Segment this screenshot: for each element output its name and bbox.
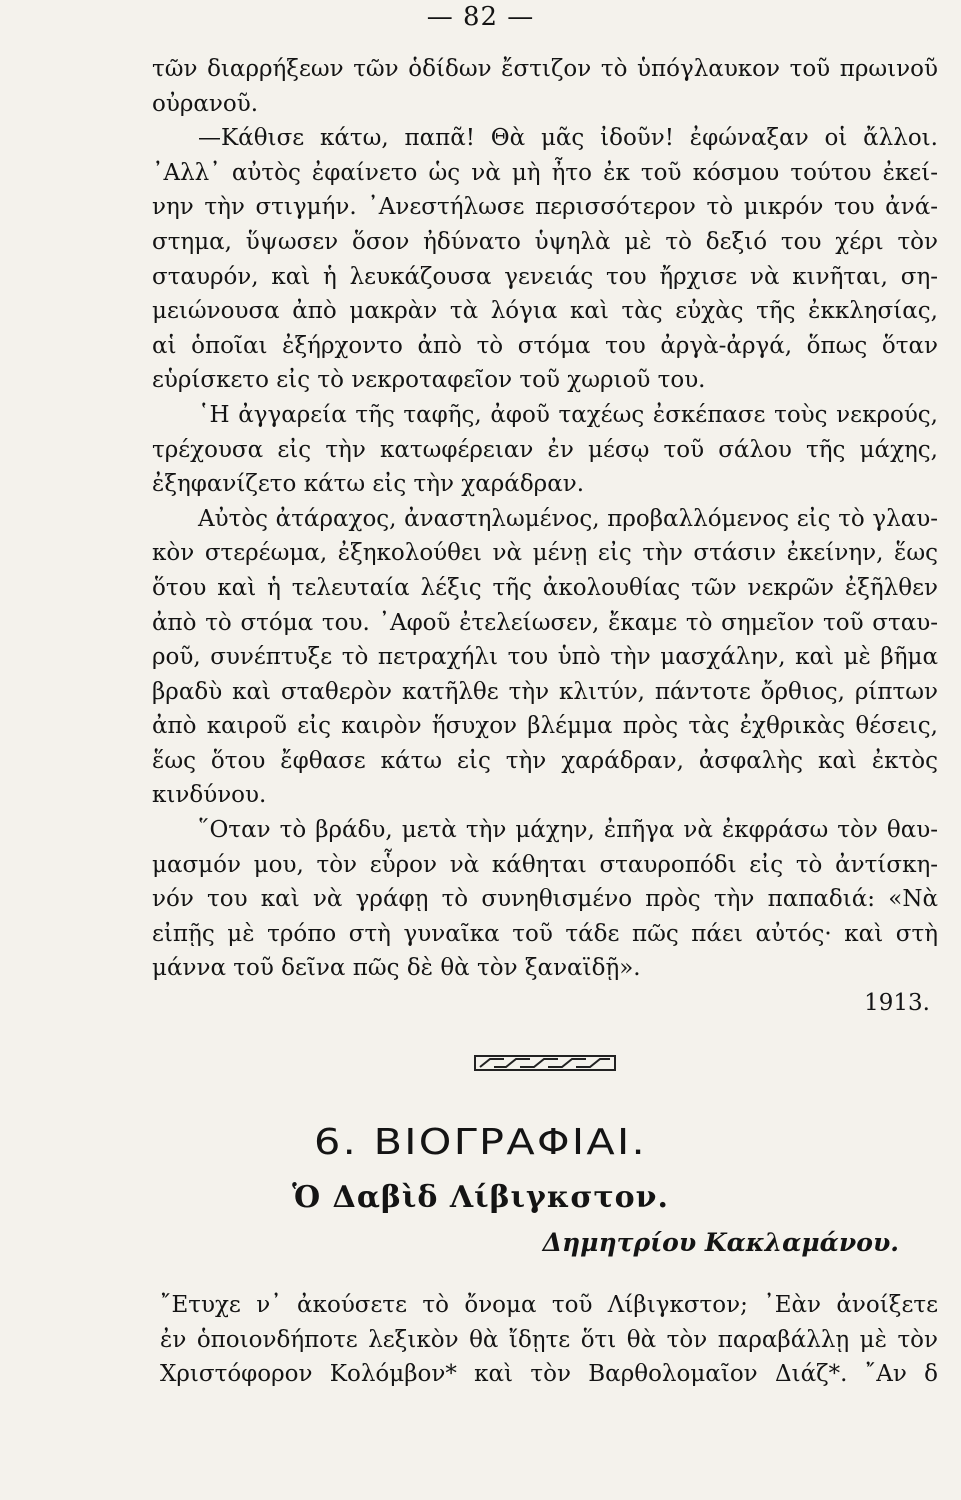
text-line: ἀπὸ τὸ στόμα του. ᾿Αφοῦ ἐτελείωσεν, ἔκαμε τὸ σημεῖον τοῦ σταυ-	[152, 609, 938, 636]
text-line: κὸν στερέωμα, ἐξηκολούθει νὰ μένῃ εἰς τὴν στάσιν ἐκείνην, ἕως	[152, 540, 938, 567]
author-name: Δημητρίου Κακλαμάνου.	[542, 1228, 899, 1257]
text-line: ῾Η ἀγγαρεία τῆς ταφῆς, ἀφοῦ ταχέως ἐσκέπασε τοὺς νεκρούς,	[198, 401, 938, 428]
text-line: ἕως ὅτου ἔφθασε κάτω εἰς τὴν χαράδραν, ἀσφαλὴς καὶ ἐκτὸς	[152, 747, 938, 774]
text-line: Αὐτὸς ἀτάραχος, ἀναστηλωμένος, προβαλλόμενος εἰς τὸ γλαυ-	[198, 505, 938, 532]
text-line: νόν του καὶ νὰ γράφῃ τὸ συνηθισμένο πρὸς τὴν παπαδιά: «Νὰ	[152, 886, 938, 913]
text-line: εὑρίσκετο εἰς τὸ νεκροταφεῖον τοῦ χωριοῦ του.	[152, 367, 706, 394]
text-line: ροῦ, συνέπτυξε τὸ πετραχήλι του ὑπὸ τὴν μασχάλην, καὶ μὲ βῆμα	[152, 644, 938, 671]
text-line: αἱ ὁποῖαι ἐξήρχοντο ἀπὸ τὸ στόμα του ἀργὰ-ἀργά, ὅπως ὅταν	[152, 332, 938, 359]
page-number: — 82 —	[426, 2, 535, 32]
text-line: ἐν ὁποιονδήποτε λεξικὸν θὰ ἴδῃτε ὅτι θὰ τὸν παραβάλλῃ μὲ τὸν	[160, 1326, 938, 1353]
divider-ornament	[474, 1053, 616, 1073]
text-line: στημα, ὕψωσεν ὅσον ἠδύνατο ὑψηλὰ μὲ τὸ δεξιό του χέρι τὸν	[152, 228, 938, 255]
text-line: μειώνουσα ἀπὸ μακρὰν τὰ λόγια καὶ τὰς εὐχὰς τῆς ἐκκλησίας,	[152, 298, 938, 325]
text-line: ῎Ετυχε ν᾿ ἀκούσετε τὸ ὄνομα τοῦ Λίβιγκστον; ᾿Εὰν ἀνοίξετε	[160, 1292, 938, 1318]
text-line: ἐξηφανίζετο κάτω εἰς τὴν χαράδραν.	[152, 471, 585, 498]
article-title: Ὁ Δαβὶδ Λίβιγκστον.	[292, 1180, 669, 1215]
text-line: μάννα τοῦ δεῖνα πῶς δὲ θὰ τὸν ξαναϊδῇ».	[152, 955, 641, 982]
text-line: —Κάθισε κάτω, παπᾶ! Θὰ μᾶς ἰδοῦν! ἐφώναξαν οἱ ἄλλοι.	[198, 125, 938, 152]
text-line: τρέχουσα εἰς τὴν κατωφέρειαν ἐν μέσῳ τοῦ σάλου τῆς μάχης,	[152, 436, 938, 463]
text-line: ἀπὸ καιροῦ εἰς καιρὸν ἥσυχον βλέμμα πρὸς τὰς ἐχθρικὰς θέσεις,	[152, 713, 938, 740]
text-line: ῞Οταν τὸ βράδυ, μετὰ τὴν μάχην, ἐπῆγα νὰ ἐκφράσω τὸν θαυ-	[198, 817, 938, 844]
text-line: σταυρόν, καὶ ἡ λευκάζουσα γενειάς του ἤρχισε νὰ κινῆται, ση-	[152, 263, 938, 290]
text-line: εἰπῇς μὲ τρόπο στὴ γυναῖκα τοῦ τάδε πῶς πάει αὐτός· καὶ στὴ	[152, 920, 938, 947]
text-line: ὅτου καὶ ἡ τελευταία λέξις τῆς ἀκολουθίας τῶν νεκρῶν ἐξῆλθεν	[152, 574, 938, 601]
text-line: ᾿Αλλ᾿ αὐτὸς ἐφαίνετο ὡς νὰ μὴ ἦτο ἐκ τοῦ κόσμου τούτου ἐκεί-	[152, 159, 938, 186]
section-heading: 6. ΒΙΟΓΡΑΦΙΑΙ.	[314, 1122, 647, 1163]
article-text	[160, 1288, 938, 1392]
date-line: 1913.	[864, 990, 930, 1017]
text-line: βραδὺ καὶ σταθερὸν κατῆλθε τὴν κλιτύν, πάντοτε ὄρθιος, ρίπτων	[152, 678, 938, 705]
story-text	[152, 52, 938, 1021]
text-line: κινδύνου.	[152, 782, 267, 809]
text-line: οὐρανοῦ.	[152, 90, 259, 117]
text-line: νην τὴν στιγμήν. ᾿Ανεστήλωσε περισσότερον τὸ μικρόν του ἀνά-	[152, 194, 938, 221]
text-line: Χριστόφορον Κολόμβον* καὶ τὸν Βαρθολομαῖον Διάζ*. ῎Αν δ	[160, 1361, 938, 1388]
text-line: μασμόν μου, τὸν εὗρον νὰ κάθηται σταυροπόδι εἰς τὸ ἀντίσκη-	[152, 851, 938, 878]
text-line: τῶν διαρρήξεων τῶν ὁδίδων ἔστιζον τὸ ὑπόγλαυκον τοῦ πρωινοῦ	[152, 56, 938, 82]
